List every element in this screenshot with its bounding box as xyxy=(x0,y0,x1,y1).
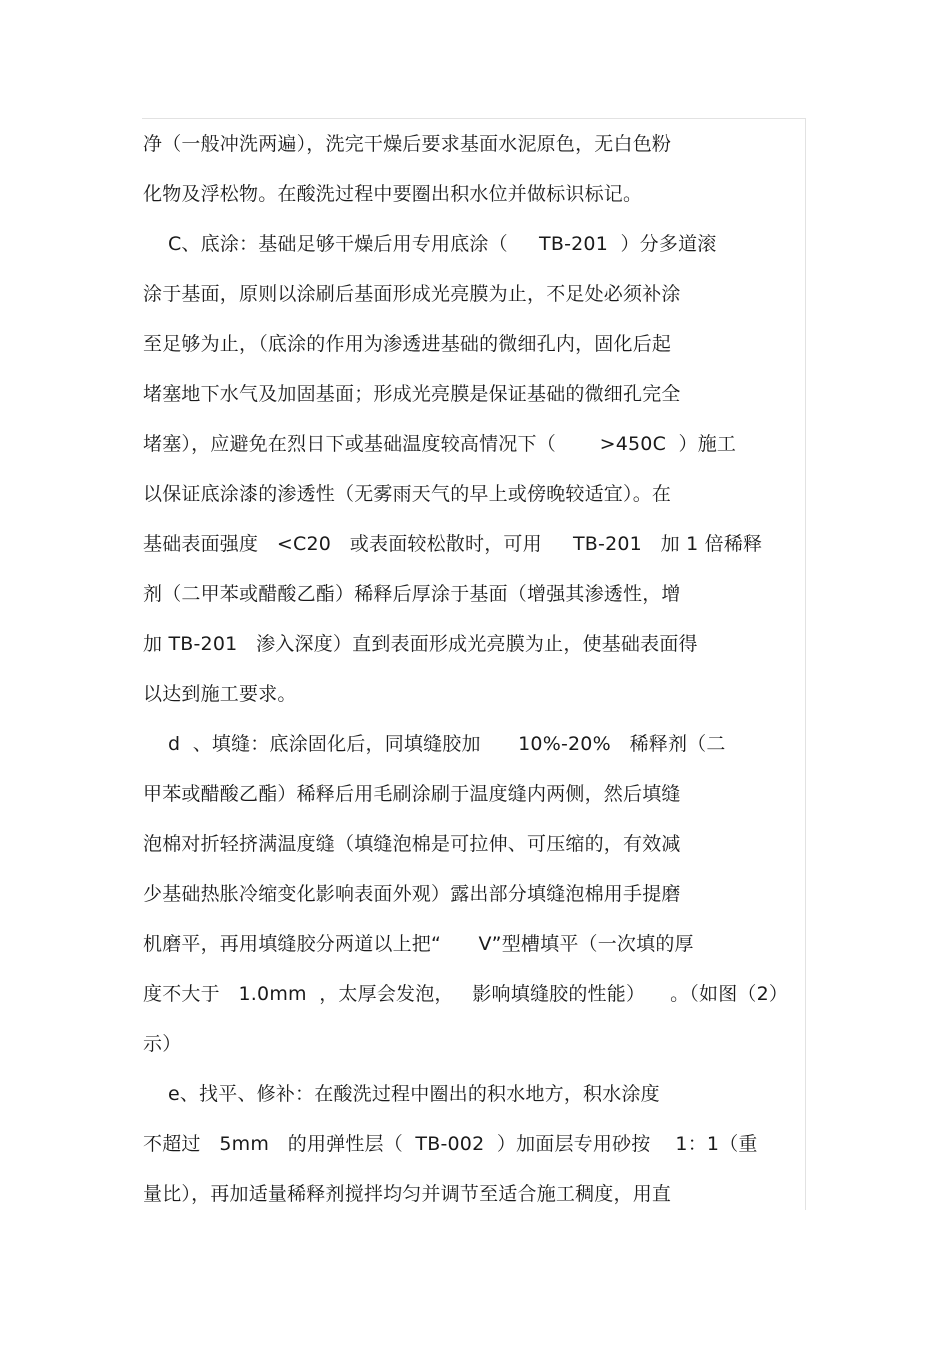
text-line: e、找平、修补：在酸洗过程中圈出的积水地方，积水涂度 xyxy=(143,1083,660,1105)
text-line: 涂于基面，原则以涂刷后基面形成光亮膜为止，不足处必须补涂 xyxy=(143,283,681,305)
text-line: 剂（二甲苯或醋酸乙酯）稀释后厚涂于基面（增强其渗透性，增 xyxy=(143,583,681,605)
text-line: 甲苯或醋酸乙酯）稀释后用毛刷涂刷于温度缝内两侧，然后填缝 xyxy=(143,783,681,805)
text-line: C、底涂：基础足够干燥后用专用底涂（ TB-201 ）分多道滚 xyxy=(143,233,717,255)
text-line: 以达到施工要求。 xyxy=(143,683,297,705)
text-line: 至足够为止，（底涂的作用为渗透进基础的微细孔内，固化后起 xyxy=(143,333,672,355)
text-line: 示） xyxy=(143,1033,182,1055)
text-line: 不超过 5mm 的用弹性层（ TB-002 ）加面层专用砂按 1：1（重 xyxy=(143,1133,758,1155)
text-line: 基础表面强度 <C20 或表面较松散时，可用 TB-201 加 1 倍稀释 xyxy=(143,533,763,555)
text-line: d 、填缝：底涂固化后，同填缝胶加 10%-20% 稀释剂（二 xyxy=(143,733,726,755)
text-line: 加 TB-201 渗入深度）直到表面形成光亮膜为止，使基础表面得 xyxy=(143,633,698,655)
text-line: 机磨平，再用填缝胶分两道以上把“ V”型槽填平（一次填的厚 xyxy=(143,933,694,955)
text-line: 净（一般冲洗两遍），洗完干燥后要求基面水泥原色，无白色粉 xyxy=(143,133,672,155)
text-line: 泡棉对折轻挤满温度缝（填缝泡棉是可拉伸、可压缩的，有效减 xyxy=(143,833,681,855)
text-line: 堵塞），应避免在烈日下或基础温度较高情况下（ >450C ）施工 xyxy=(143,433,737,455)
text-line: 度不大于 1.0mm ，太厚会发泡， 影响填缝胶的性能） 。（如图（2） xyxy=(143,983,789,1005)
text-line: 少基础热胀冷缩变化影响表面外观）露出部分填缝泡棉用手提磨 xyxy=(143,883,681,905)
text-line: 堵塞地下水气及加固基面；形成光亮膜是保证基础的微细孔完全 xyxy=(143,383,681,405)
text-line: 以保证底涂漆的渗透性（无雾雨天气的早上或傍晚较适宜）。在 xyxy=(143,483,672,505)
text-line: 量比），再加适量稀释剂搅拌均匀并调节至适合施工稠度，用直 xyxy=(143,1183,672,1205)
text-line: 化物及浮松物。在酸洗过程中要圈出积水位并做标识标记。 xyxy=(143,183,643,205)
